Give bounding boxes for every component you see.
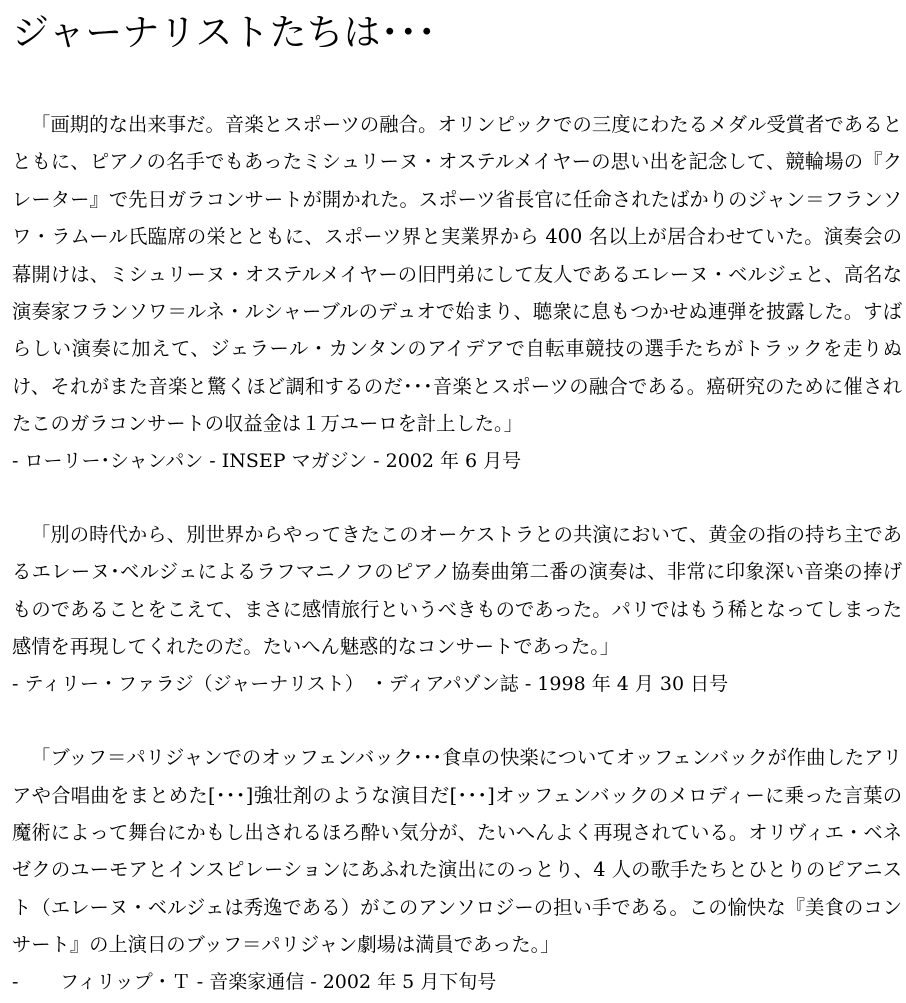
source-dash: - xyxy=(12,672,19,695)
quote-source-line xyxy=(12,964,902,1001)
quote-block xyxy=(12,106,902,480)
source-dash: - xyxy=(12,970,19,993)
quote-text: 「画期的な出来事だ。音楽とスポーツの融合。オリンピックでの三度にわたるメダル受賞者であるとともに、ピアノの名手でもあったミシュリーヌ・オステルメイヤーの思い出を記念して、競輪場の『クレーター』で先日ガラコンサートが開かれた。スポーツ省長官に任命されたばかりのジャン＝フランソワ・ラムール氏臨席の栄とともに、スポーツ界と実業界から 400 名以上が居合わせていた。演奏会の幕開けは、ミシュリーヌ・オステルメイヤーの旧門弟にして友人であるエレーヌ・ベルジェと、高名な演奏家フランソワ＝ルネ・ルシャーブルのデュオで始まり、聴衆に息もつかせぬ連弾を披露した。すばらしい演奏に加えて、ジェラール・カンタンのアイデアで自転車競技の選手たちがトラックを走りぬけ、それがまた音楽と驚くほど調和するのだ･･･音楽とスポーツの融合である。癌研究のために催されたこのガラコンサートの収益金は１万ユーロを計上した。」 xyxy=(12,113,902,436)
quote-source: ローリー･シャンパン - INSEP マガジン - 2002 年 6 月号 xyxy=(24,449,522,472)
source-dash: - xyxy=(12,449,19,472)
quote-source: フィリップ・Ｔ - 音楽家通信 - 2002 年 5 月下旬号 xyxy=(60,970,497,993)
quote-text: 「別の時代から、別世界からやってきたこのオーケストラとの共演において、黄金の指の持ち主であるエレーヌ･ベルジェによるラフマニノフのピアノ協奏曲第二番の演奏は、非常に印象深い音楽の捧げものであることをこえて、まさに感情旅行というべきものであった。パリではもう稀となってしまった感情を再現してくれたのだ。たいへん魅惑的なコンサートであった。」 xyxy=(12,523,902,659)
quote-source-line xyxy=(12,443,902,480)
quote-source: ティリー・ファラジ（ジャーナリスト） ・ディアパゾン誌 - 1998 年 4 月 30 日号 xyxy=(24,672,729,695)
quote-source-line xyxy=(12,666,902,703)
quote-block xyxy=(12,739,902,1001)
quote-text: 「ブッフ＝パリジャンでのオッフェンバック･･･食卓の快楽についてオッフェンバックが作曲したアリアや合唱曲をまとめた[･･･]強壮剤のような演目だ[･･･]オッフェンバックのメロディーに乗った言葉の魔術によって舞台にかもし出されるほろ酔い気分が、たいへんよく再現されている。オリヴィエ・ベネゼクのユーモアとインスピレーションにあふれた演出にのっとり、4 人の歌手たちとひとりのピアニスト（エレーヌ・ベルジェは秀逸である）がこのアンソロジーの担い手である。この愉快な『美食のコンサート』の上演日のブッフ＝パリジャン劇場は満員であった。」 xyxy=(12,746,902,957)
quote-block xyxy=(12,516,902,703)
page-title: ジャーナリストたちは･･･ xyxy=(12,11,437,54)
